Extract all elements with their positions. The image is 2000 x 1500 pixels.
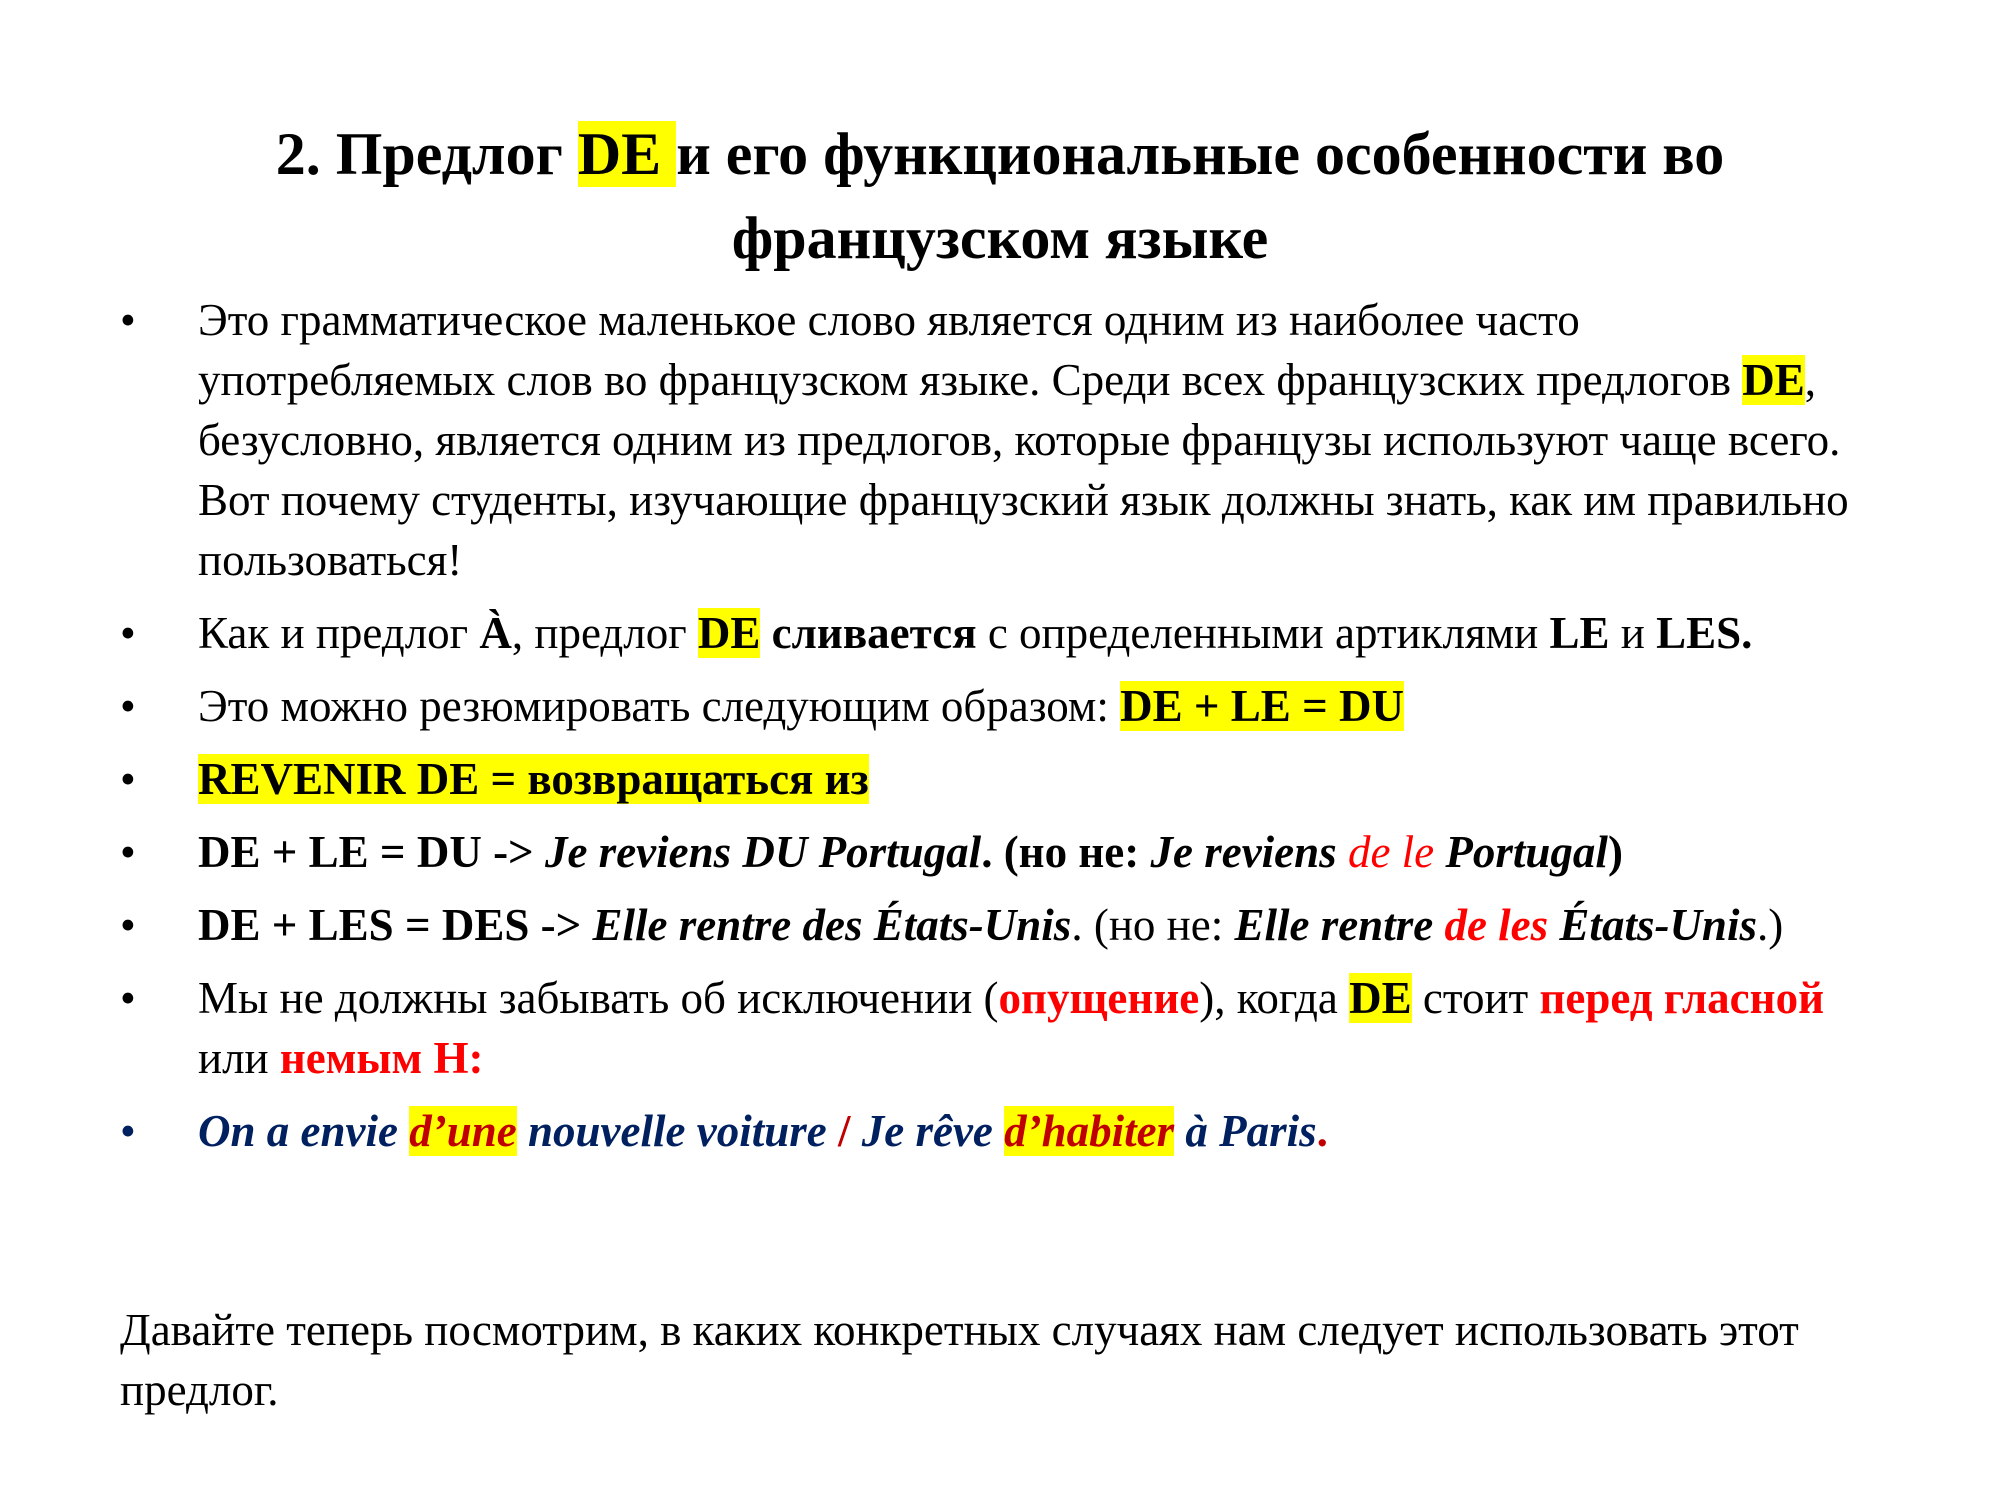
du-but-not: . (но не: <box>981 827 1151 877</box>
contraction-merges: сливается <box>771 608 977 658</box>
elision-part2: nouvelle voiture <box>516 1106 838 1156</box>
bullet-icon: • <box>120 608 136 658</box>
des-wrong-red: de les <box>1444 900 1549 950</box>
des-wrong-2: États-Unis <box>1548 900 1757 950</box>
exception-before-vowel: перед гласной <box>1539 973 1825 1023</box>
bullet-icon: • <box>120 681 136 731</box>
bullet-icon: • <box>120 827 136 877</box>
exception-text-3: стоит <box>1411 973 1540 1023</box>
title-part1: 2. Предлог <box>275 121 578 187</box>
intro-de: DE <box>1742 355 1805 405</box>
contraction-text-2: , предлог <box>511 608 698 658</box>
des-close: .) <box>1756 900 1784 950</box>
exception-omission: опущение <box>998 973 1200 1023</box>
bullet-item-contraction <box>120 603 1880 663</box>
du-wrong-red: de le <box>1347 827 1435 877</box>
des-wrong-1: Elle rentre <box>1234 900 1445 950</box>
bullet-icon: • <box>120 295 136 345</box>
contraction-de: DE <box>697 608 761 658</box>
du-wrong-1: Je reviens <box>1150 827 1348 877</box>
elision-slash: / <box>837 1106 851 1156</box>
contraction-a: À <box>479 608 512 658</box>
closing-paragraph: Давайте теперь посмотрим, в каких конкретных случаях нам следует использовать этот предлог. <box>120 1305 1799 1415</box>
exception-text-2: ), когда <box>1199 973 1350 1023</box>
des-example: Elle rentre des États-Unis <box>592 900 1072 950</box>
elision-part4: à Paris <box>1174 1106 1317 1156</box>
bullet-icon: • <box>120 754 136 804</box>
summary-formula: DE + LE = DU <box>1120 681 1404 731</box>
bullet-item-intro <box>120 290 1880 590</box>
title-part2: и его функциональные особенности во французском языке <box>676 121 1725 271</box>
elision-dhabiter: d’habiter <box>1004 1106 1175 1156</box>
elision-dot: . <box>1316 1106 1328 1156</box>
summary-text: Это можно резюмировать следующим образом: <box>198 681 1121 731</box>
contraction-text-4: с определенными артиклями <box>976 608 1550 658</box>
du-close: ) <box>1607 827 1623 877</box>
elision-dune: d’une <box>409 1106 517 1156</box>
contraction-text-5: и <box>1609 608 1657 658</box>
bullet-list <box>120 290 1880 1174</box>
des-but-not: . (но не: <box>1071 900 1235 950</box>
exception-mute-h: немым H: <box>279 1033 484 1083</box>
bullet-item-du-example <box>120 822 1880 882</box>
elision-part1: On a envie <box>198 1106 410 1156</box>
revenir-rule: REVENIR DE = возвращаться из <box>198 754 869 804</box>
bullet-item-elision-example <box>120 1101 1880 1161</box>
contraction-text-3 <box>760 608 771 658</box>
bullet-item-exception <box>120 968 1880 1088</box>
elision-part3: Je rêve <box>850 1106 1005 1156</box>
bullet-icon: • <box>120 1106 136 1156</box>
exception-text-1: Мы не должны забывать об исключении ( <box>198 973 999 1023</box>
bullet-item-revenir <box>120 749 1880 809</box>
contraction-les: LES. <box>1656 608 1753 658</box>
du-rule: DE + LE = DU -> <box>198 827 545 877</box>
exception-text-4: или <box>198 1033 280 1083</box>
bullet-item-des-example <box>120 895 1880 955</box>
contraction-le: LE <box>1549 608 1610 658</box>
du-example: Je reviens DU Portugal <box>544 827 982 877</box>
exception-de: DE <box>1349 973 1412 1023</box>
bullet-icon: • <box>120 973 136 1023</box>
bullet-item-summary <box>120 676 1880 736</box>
title-de-highlight: DE <box>577 121 677 187</box>
des-rule: DE + LES = DES -> <box>198 900 593 950</box>
bullet-icon: • <box>120 900 136 950</box>
contraction-text-1: Как и предлог <box>198 608 480 658</box>
du-wrong-2: Portugal <box>1434 827 1608 877</box>
intro-text-2: , безусловно, является одним из предлогов, которые французы используют чаще всего. Вот почему студенты, изучающие французский язык должны знать, как им правильно пользоваться! <box>198 355 1849 585</box>
intro-text-1: Это грамматическое маленькое слово является одним из наиболее часто употребляемых слов во французском языке. Среди всех французских предлогов <box>198 295 1743 405</box>
page-title <box>120 112 1880 280</box>
